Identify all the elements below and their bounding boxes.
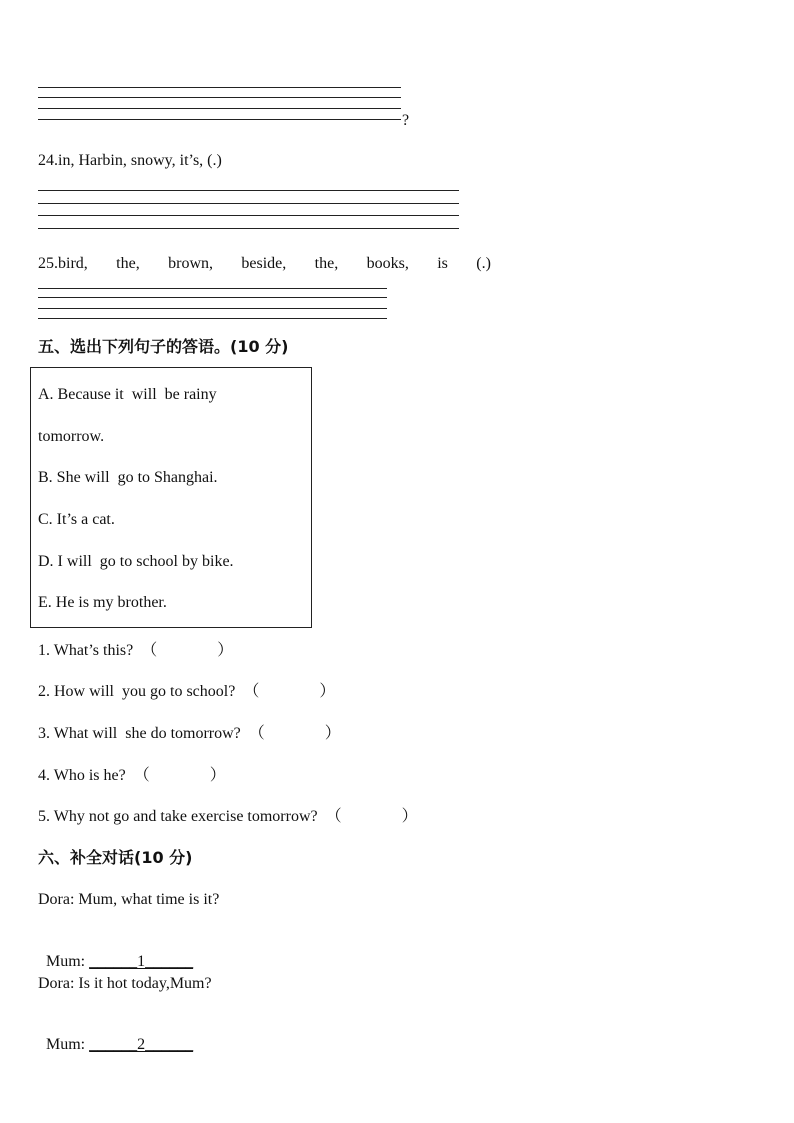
question-1: 1. What’s this? （ ） [38, 642, 234, 659]
section5-heading: 五、选出下列句子的答语。(10 分) [38, 337, 289, 356]
q25-word: brown, [168, 255, 213, 272]
answer-blank-1[interactable]: ______1______ [89, 953, 194, 970]
question-4: 4. Who is he? （ ） [38, 767, 226, 784]
q25-prompt [38, 254, 491, 274]
option-a: A. Because it will be rainy [38, 386, 217, 403]
question-2: 2. How will you go to school? （ ） [38, 683, 336, 700]
answer-line [38, 108, 401, 109]
answer-line [38, 97, 401, 98]
section6-heading: 六、补全对话(10 分) [38, 848, 193, 867]
dialogue-line-2 [38, 932, 193, 972]
q25-word: (.) [476, 255, 491, 272]
answer-line [38, 215, 459, 216]
option-c: C. It’s a cat. [38, 511, 115, 528]
dialogue-line-3: Dora: Is it hot today,Mum? [38, 975, 212, 992]
dialogue-line-4 [38, 1015, 193, 1055]
answer-line [38, 87, 401, 88]
q25-word: is [437, 255, 448, 272]
answer-line [38, 228, 459, 229]
q25-word: 25.bird, [38, 255, 88, 272]
q24-prompt: 24.in, Harbin, snowy, it’s, (.) [38, 152, 222, 169]
q25-word: the, [116, 255, 140, 272]
options-box [30, 367, 312, 628]
answer-line [38, 308, 387, 309]
q25-word: books, [366, 255, 409, 272]
answer-line [38, 119, 401, 120]
option-d: D. I will go to school by bike. [38, 553, 234, 570]
question-3: 3. What will she do tomorrow? （ ） [38, 725, 341, 742]
speaker-label: Mum: [46, 1036, 90, 1053]
answer-blank-2[interactable]: ______2______ [89, 1036, 194, 1053]
answer-line [38, 318, 387, 319]
option-b: B. She will go to Shanghai. [38, 469, 218, 486]
option-e: E. He is my brother. [38, 594, 167, 611]
dialogue-line-1: Dora: Mum, what time is it? [38, 891, 220, 908]
speaker-label: Mum: [46, 953, 90, 970]
option-a-continued: tomorrow. [38, 428, 105, 445]
question-5: 5. Why not go and take exercise tomorrow? （ ） [38, 808, 418, 825]
answer-line [38, 297, 387, 298]
answer-line [38, 288, 387, 289]
q23-end-mark: ? [402, 112, 410, 129]
q25-word: the, [314, 255, 339, 272]
q25-word: beside, [241, 255, 287, 272]
answer-line [38, 203, 459, 204]
answer-line [38, 190, 459, 191]
